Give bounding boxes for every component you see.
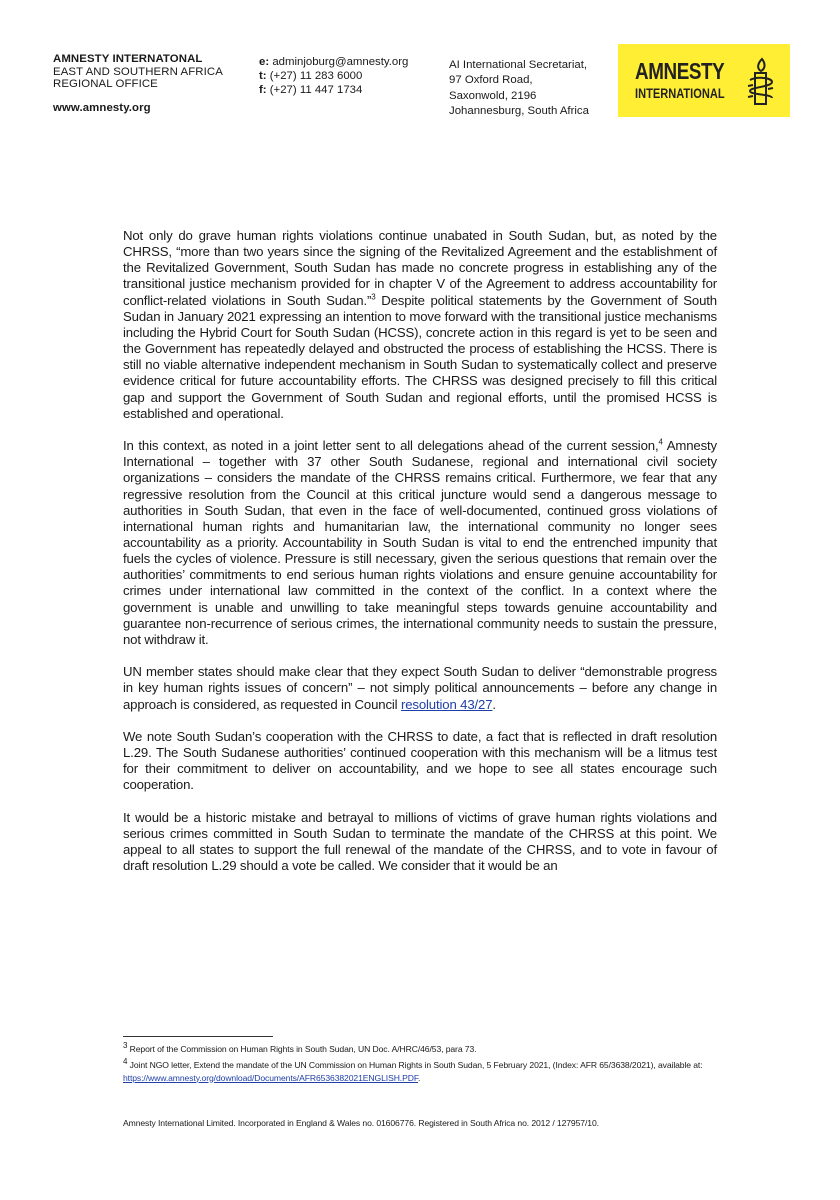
address-line: AI International Secretariat, — [449, 59, 588, 71]
resolution-43-27-link[interactable]: resolution 43/27 — [400, 696, 493, 712]
address-line: Saxonwold, 2196 — [449, 89, 537, 102]
logo-text-international: INTERNATIONAL — [635, 86, 725, 101]
paragraph-text: We note South Sudan’s cooperation with the CHRSS to date, a fact that is reflected in draft resolution L.29. The South Sudanese authorities’ continued cooperation with this mechanism will be a litmus test for their commitment to deliver on accountability, and we hope to see all states encourage such cooperation. — [123, 728, 717, 793]
fax-label: f: — [259, 84, 267, 97]
paragraph-3 — [123, 664, 717, 712]
company-registration-footer: Amnesty International Limited. Incorporated in England & Wales no. 01606776. Registered in South Africa no. 2012 / 127957/10. — [123, 1118, 599, 1128]
email-link[interactable]: adminjoburg@amnesty.org — [272, 56, 409, 68]
footnote-number: 4 — [123, 1057, 128, 1067]
fax-number: (+27) 11 447 1734 — [269, 84, 363, 97]
letter-body — [123, 228, 717, 891]
paragraph-text: Despite political statements by the Government of South Sudan in January 2021 expressing an intention to move forward with the transitional justice mechanisms including the Hybrid Court for South Sudan (HCSS), concrete action in this regard is yet to be seen and the Government has repeatedly delayed and obstructed the process of establishing the HCSS. There is still no viable alternative independent mechanism in South Sudan to systematically collect and preserve evidence critical for future accountability efforts. The CHRSS was designed precisely to fill this critical gap and support the Government of South Sudan and regional efforts, until the promised HCSS is established and operational. — [123, 292, 717, 421]
website-link[interactable]: www.amnesty.org — [53, 101, 151, 114]
footnote-text: Joint NGO letter, Extend the mandate of the UN Commission on Human Rights in South Sudan, 5 February 2021, (Index: AFR 65/3638/2021), available at: — [127, 1060, 703, 1071]
office-line-1: EAST AND SOUTHERN AFRICA — [53, 65, 223, 78]
paragraph-text: . — [492, 696, 496, 712]
footnote-number: 3 — [123, 1041, 128, 1051]
footnote-text: Report of the Commission on Human Rights in South Sudan, UN Doc. A/HRC/46/53, para 73. — [127, 1044, 477, 1054]
paragraph-2 — [123, 438, 717, 648]
paragraph-text: Amnesty International – together with 37 other South Sudanese, regional and international civil society organizations – considers the mandate of the CHRSS remains critical. Furthermore, we fear that any regressive resolution from the Council at this critical juncture would send a dangerous message to authorities in South Sudan, that even in the face of well-documented, continued gross violations of international human rights and humanitarian law, the international community no longer sees accountability as a priority. Accountability in South Sudan is vital to end the entrenched impunity that fuels the cycles of violence. Pressure is still necessary, given the serious questions that remain over the authorities’ commitments to end serious human rights violations and ensure genuine accountability for crimes under international law committed in the context of the conflict. In a context where the government is unable and unwilling to take meaningful steps towards genuine accountability and guarantee non-recurrence of serious crimes, the international community needs to sustain the pressure, not withdraw it. — [123, 438, 717, 647]
phone-number: (+27) 11 283 6000 — [269, 70, 363, 83]
paragraph-text: Not only do grave human rights violations continue unabated in South Sudan, but, as noted by the CHRSS, “more than two years since the signing of the Revitalized Agreement and the establishment of the Revitalized Government, South Sudan has made no concrete progress in establishing any of the transitional justice mechanism provided for in chapter V of the Agreement to address accountability for conflict-related violations in South Sudan.” — [123, 228, 717, 308]
address-line: 97 Oxford Road, — [449, 74, 533, 87]
office-line-2: REGIONAL OFFICE — [53, 78, 158, 90]
footnote-divider — [123, 1036, 273, 1037]
address-line: Johannesburg, South Africa — [449, 105, 589, 118]
amnesty-document-link[interactable]: https://www.amnesty.org/download/Documents/AFR6536382021ENGLISH.PDF — [123, 1072, 419, 1083]
paragraph-text: UN member states should make clear that they expect South Sudan to deliver “demonstrable progress in key human rights issues of concern” – not simply political announcements – before any change in approach is considered, as requested in Council — [123, 664, 717, 712]
email-label: e: — [259, 56, 270, 68]
paragraph-5 — [123, 810, 717, 875]
paragraph-4 — [123, 729, 717, 794]
org-name: AMNESTY INTERNATONAL — [53, 53, 203, 65]
logo-text-amnesty: AMNESTY — [635, 58, 725, 84]
address-block — [449, 58, 589, 120]
phone-label: t: — [259, 70, 267, 83]
letterhead-org-block — [53, 53, 223, 114]
phone-line — [259, 69, 408, 83]
fax-line — [259, 83, 408, 97]
footnote-3 — [123, 1043, 723, 1055]
email-line — [259, 55, 408, 69]
footnote-text: . — [418, 1072, 421, 1083]
amnesty-logo — [618, 44, 790, 117]
footnote-ref-3[interactable]: 3 — [371, 292, 376, 302]
paragraph-text: It would be a historic mistake and betrayal to millions of victims of grave human rights violations and serious crimes committed in South Sudan to terminate the mandate of the CHRSS at this point. We appeal to all states to support the full renewal of the mandate of the CHRSS, and to vote in favour of draft resolution L.29 should a vote be called. We consider that it would be an — [123, 809, 717, 874]
candle-barbed-wire-icon — [744, 56, 778, 108]
paragraph-text: In this context, as noted in a joint letter sent to all delegations ahead of the current session, — [123, 438, 659, 454]
footnote-4 — [123, 1059, 723, 1084]
paragraph-1 — [123, 228, 717, 422]
footnotes — [123, 1043, 723, 1088]
footnote-ref-4[interactable]: 4 — [658, 437, 663, 447]
contact-block — [259, 55, 408, 98]
